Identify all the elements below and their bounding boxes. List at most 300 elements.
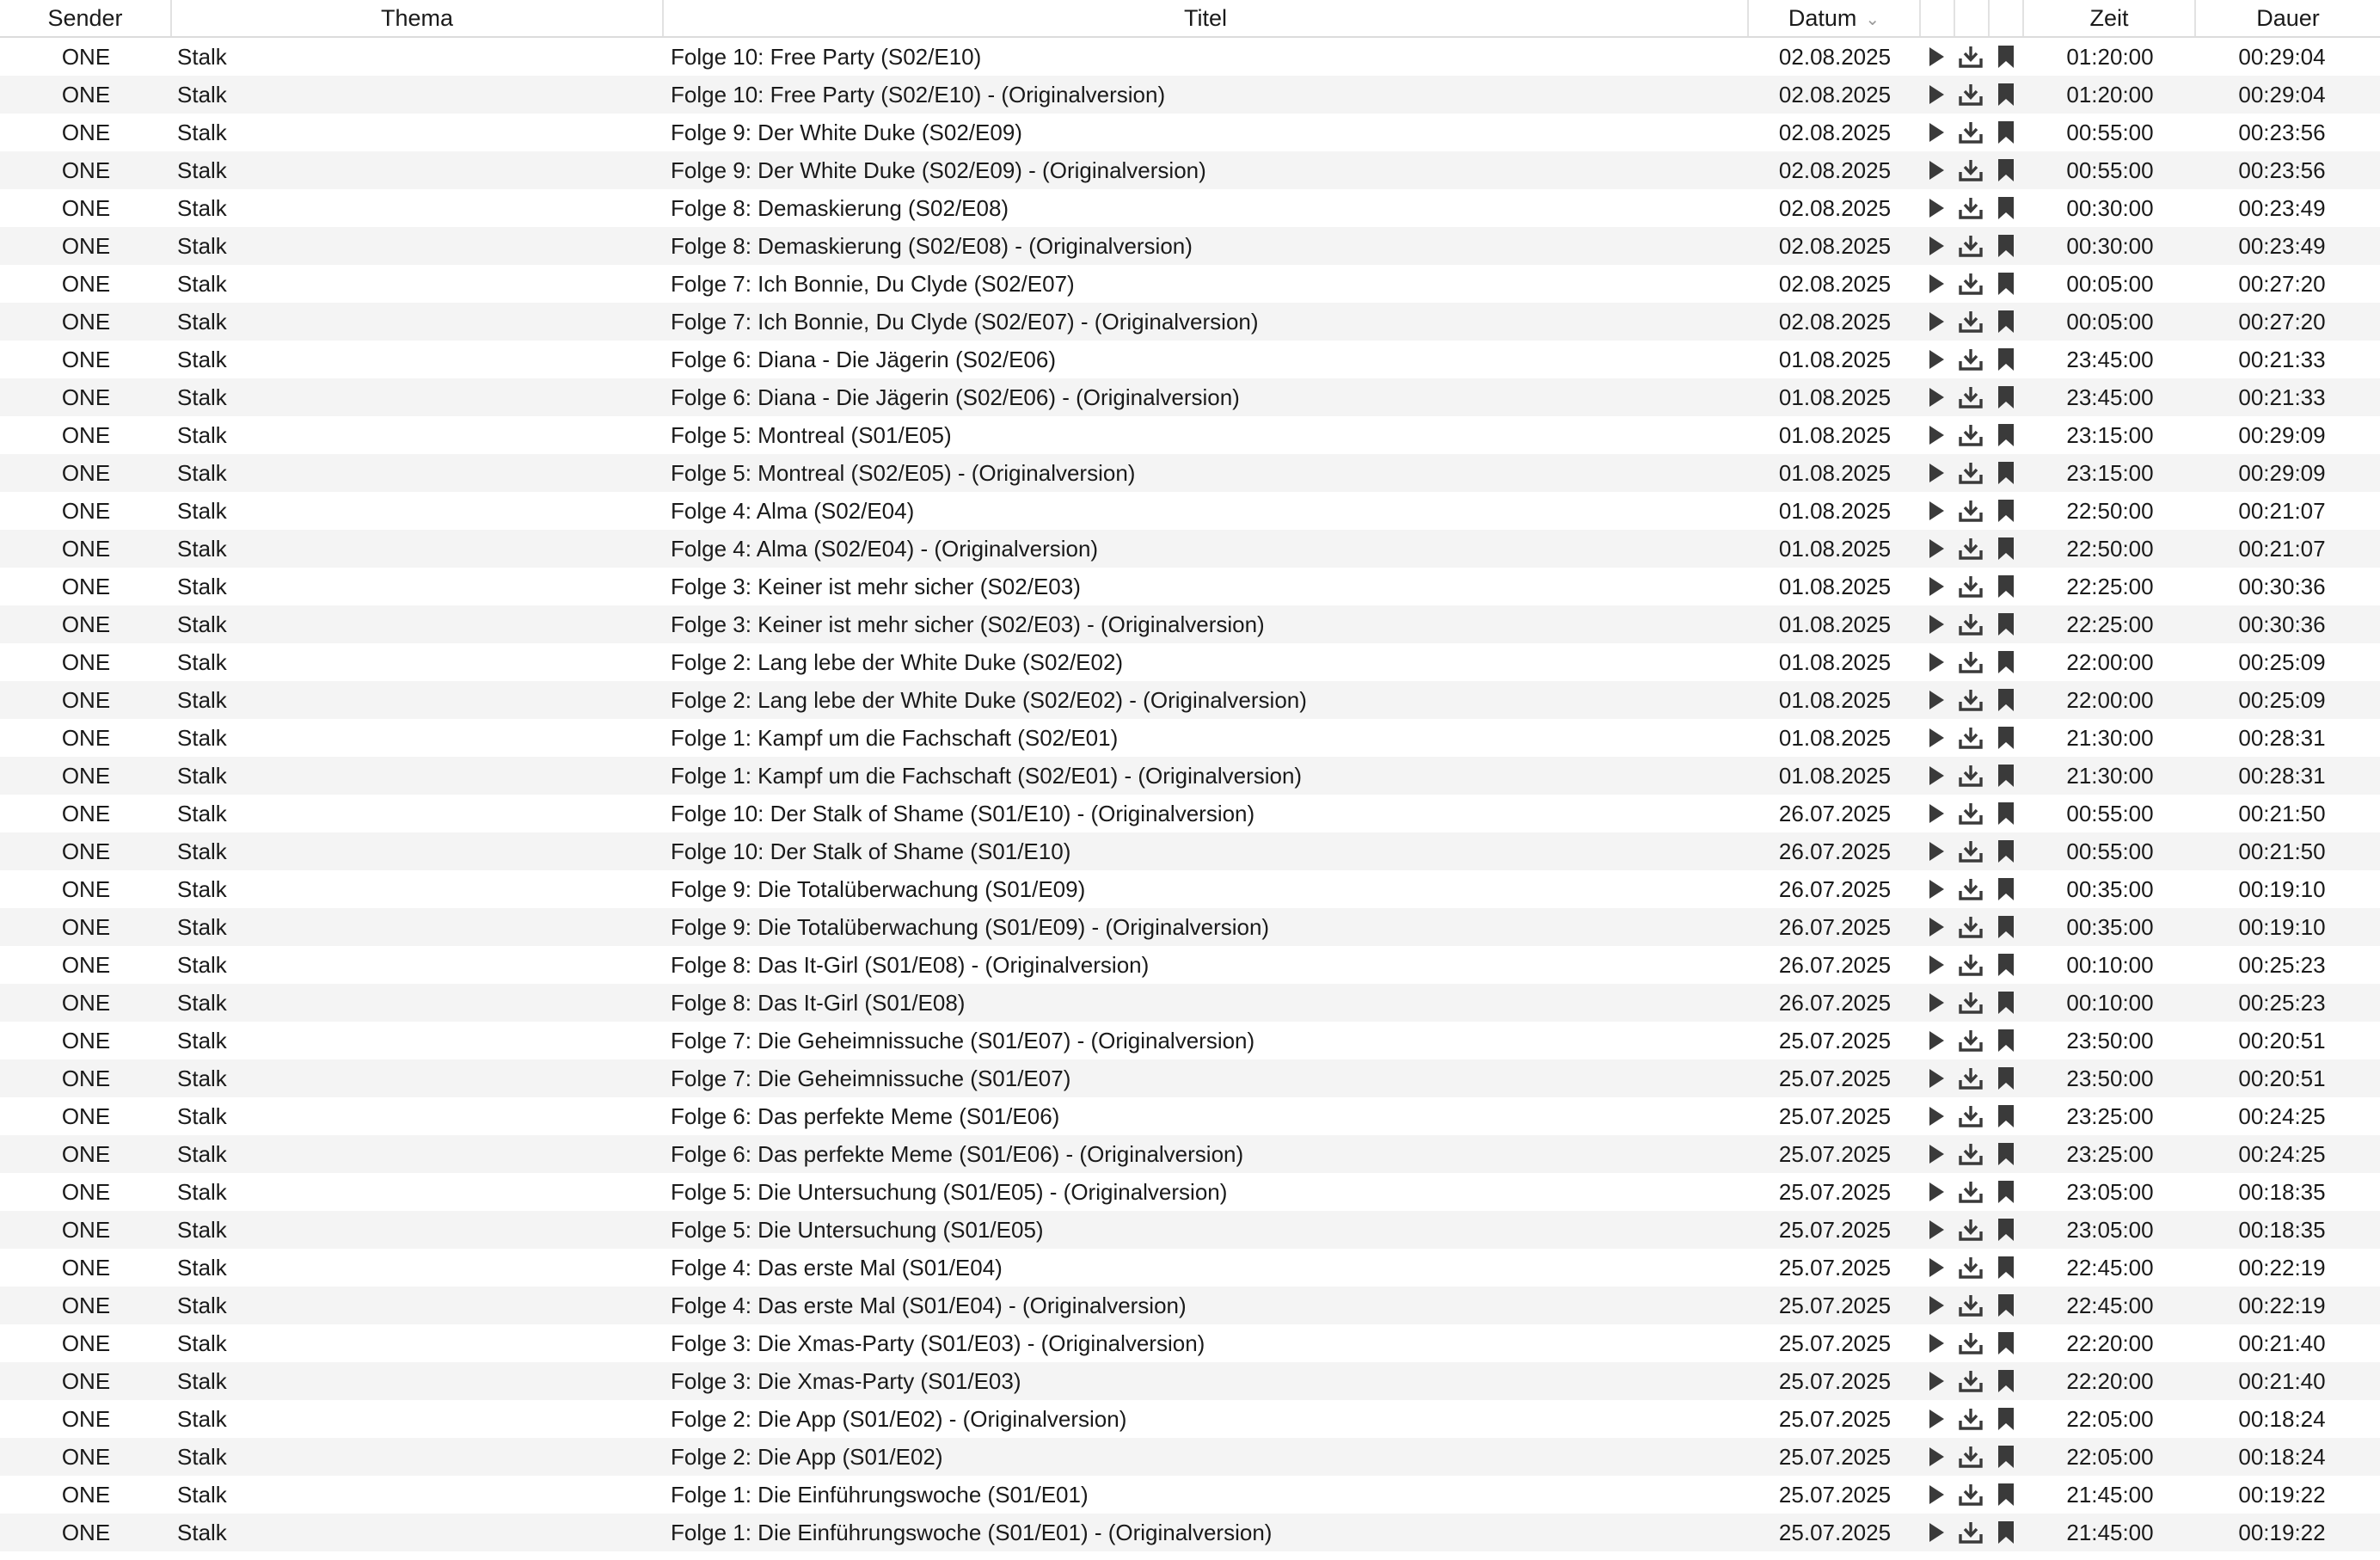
bookmark-icon[interactable]: [1993, 536, 2019, 562]
play-icon[interactable]: [1923, 120, 1948, 145]
bookmark-icon[interactable]: [1993, 1293, 2019, 1318]
table-row[interactable]: [0, 265, 2380, 303]
column-header-thema[interactable]: [172, 0, 664, 36]
cell-titel: Folge 1: Kampf um die Fachschaft (S02/E01) - (Originalversion): [671, 763, 1303, 789]
table-row[interactable]: [0, 303, 2380, 341]
bookmark-icon[interactable]: [1993, 271, 2019, 297]
cell-sender: ONE: [61, 574, 111, 599]
column-header-play[interactable]: [1921, 0, 1955, 36]
bookmark-icon[interactable]: [1993, 1368, 2019, 1394]
cell-thema: Stalk: [177, 1179, 227, 1205]
cell-zeit: 00:30:00: [2066, 195, 2154, 221]
table-row[interactable]: [0, 1249, 2380, 1287]
cell-dauer: 00:21:07: [2238, 498, 2326, 524]
download-icon[interactable]: [1958, 347, 1984, 372]
play-icon[interactable]: [1923, 876, 1948, 902]
table-row[interactable]: [0, 1097, 2380, 1135]
table-row[interactable]: [0, 568, 2380, 605]
cell-titel: Folge 2: Lang lebe der White Duke (S02/E02): [671, 649, 1124, 675]
column-header-bookmark[interactable]: [1990, 0, 2024, 36]
table-header: [0, 0, 2380, 38]
bookmark-icon[interactable]: [1993, 460, 2019, 486]
cell-datum: 01.08.2025: [1778, 460, 1892, 486]
column-header-download[interactable]: [1955, 0, 1990, 36]
table-row[interactable]: [0, 681, 2380, 719]
cell-zeit: 22:05:00: [2066, 1444, 2154, 1470]
play-icon[interactable]: [1923, 195, 1948, 221]
table-row[interactable]: [0, 908, 2380, 946]
table-row[interactable]: [0, 1059, 2380, 1097]
cell-thema: Stalk: [177, 1368, 227, 1394]
cell-zeit: 23:25:00: [2066, 1103, 2154, 1129]
play-icon[interactable]: [1923, 1103, 1948, 1129]
play-icon[interactable]: [1923, 574, 1948, 599]
column-header-dauer[interactable]: [2196, 0, 2380, 36]
cell-thema: Stalk: [177, 990, 227, 1016]
cell-titel: Folge 9: Die Totalüberwachung (S01/E09) - (Originalversion): [671, 914, 1270, 940]
table-row[interactable]: [0, 832, 2380, 870]
table-row[interactable]: [0, 76, 2380, 114]
cell-sender: ONE: [61, 1368, 111, 1394]
cell-thema: Stalk: [177, 1028, 227, 1053]
cell-thema: Stalk: [177, 1330, 227, 1356]
cell-datum: 25.07.2025: [1778, 1293, 1892, 1318]
cell-titel: Folge 4: Alma (S02/E04): [671, 498, 915, 524]
download-icon[interactable]: [1958, 1368, 1984, 1394]
bookmark-icon[interactable]: [1993, 801, 2019, 826]
cell-titel: Folge 5: Die Untersuchung (S01/E05) - (Originalversion): [671, 1179, 1228, 1205]
play-icon[interactable]: [1923, 309, 1948, 335]
play-icon[interactable]: [1923, 1520, 1948, 1545]
download-icon[interactable]: [1958, 763, 1984, 789]
table-row[interactable]: [0, 1135, 2380, 1173]
cell-sender: ONE: [61, 195, 111, 221]
play-icon[interactable]: [1923, 1293, 1948, 1318]
play-icon[interactable]: [1923, 611, 1948, 637]
download-icon[interactable]: [1958, 838, 1984, 864]
cell-dauer: 00:28:31: [2238, 725, 2326, 751]
cell-datum: 26.07.2025: [1778, 801, 1892, 826]
cell-datum: 02.08.2025: [1778, 309, 1892, 335]
cell-datum: 01.08.2025: [1778, 422, 1892, 448]
cell-zeit: 00:55:00: [2066, 801, 2154, 826]
cell-sender: ONE: [61, 725, 111, 751]
cell-zeit: 22:45:00: [2066, 1293, 2154, 1318]
table-row[interactable]: [0, 530, 2380, 568]
cell-thema: Stalk: [177, 1520, 227, 1545]
play-icon[interactable]: [1923, 347, 1948, 372]
table-row[interactable]: [0, 151, 2380, 189]
cell-titel: Folge 8: Das It-Girl (S01/E08) - (Originalversion): [671, 952, 1150, 978]
play-icon[interactable]: [1923, 1066, 1948, 1091]
bookmark-icon[interactable]: [1993, 1179, 2019, 1205]
table-row[interactable]: [0, 757, 2380, 795]
cell-datum: 02.08.2025: [1778, 271, 1892, 297]
bookmark-icon[interactable]: [1993, 1103, 2019, 1129]
bookmark-icon[interactable]: [1993, 195, 2019, 221]
download-icon[interactable]: [1958, 1217, 1984, 1243]
cell-dauer: 00:27:20: [2238, 271, 2326, 297]
cell-titel: Folge 10: Free Party (S02/E10): [671, 44, 982, 70]
download-icon[interactable]: [1958, 309, 1984, 335]
cell-datum: 26.07.2025: [1778, 876, 1892, 902]
cell-dauer: 00:24:25: [2238, 1103, 2326, 1129]
play-icon[interactable]: [1923, 1141, 1948, 1167]
download-icon[interactable]: [1958, 649, 1984, 675]
bookmark-icon[interactable]: [1993, 384, 2019, 410]
table-body: [0, 38, 2380, 1551]
table-row[interactable]: [0, 984, 2380, 1022]
cell-thema: Stalk: [177, 1293, 227, 1318]
bookmark-icon[interactable]: [1993, 1482, 2019, 1508]
cell-datum: 01.08.2025: [1778, 611, 1892, 637]
bookmark-icon[interactable]: [1993, 1217, 2019, 1243]
cell-titel: Folge 9: Die Totalüberwachung (S01/E09): [671, 876, 1086, 902]
cell-thema: Stalk: [177, 725, 227, 751]
cell-sender: ONE: [61, 309, 111, 335]
cell-datum: 01.08.2025: [1778, 687, 1892, 713]
play-icon[interactable]: [1923, 536, 1948, 562]
table-row[interactable]: [0, 870, 2380, 908]
download-icon[interactable]: [1958, 1028, 1984, 1053]
download-icon[interactable]: [1958, 1179, 1984, 1205]
column-header-thema-label: Thema: [380, 5, 454, 31]
table-row[interactable]: [0, 189, 2380, 227]
bookmark-icon[interactable]: [1993, 233, 2019, 259]
cell-datum: 02.08.2025: [1778, 195, 1892, 221]
play-icon[interactable]: [1923, 1482, 1948, 1508]
cell-datum: 01.08.2025: [1778, 384, 1892, 410]
cell-dauer: 00:21:33: [2238, 347, 2326, 372]
cell-datum: 25.07.2025: [1778, 1066, 1892, 1091]
play-icon[interactable]: [1923, 157, 1948, 183]
download-icon[interactable]: [1958, 460, 1984, 486]
column-header-titel[interactable]: [664, 0, 1749, 36]
cell-thema: Stalk: [177, 44, 227, 70]
play-icon[interactable]: [1923, 1028, 1948, 1053]
play-icon[interactable]: [1923, 990, 1948, 1016]
table-row[interactable]: [0, 795, 2380, 832]
cell-datum: 01.08.2025: [1778, 725, 1892, 751]
cell-datum: 01.08.2025: [1778, 763, 1892, 789]
table-row[interactable]: [0, 1324, 2380, 1362]
cell-zeit: 22:20:00: [2066, 1330, 2154, 1356]
cell-dauer: 00:30:36: [2238, 574, 2326, 599]
cell-datum: 26.07.2025: [1778, 838, 1892, 864]
cell-dauer: 00:21:50: [2238, 801, 2326, 826]
cell-sender: ONE: [61, 1141, 111, 1167]
cell-datum: 25.07.2025: [1778, 1406, 1892, 1432]
table-row[interactable]: [0, 719, 2380, 757]
download-icon[interactable]: [1958, 876, 1984, 902]
table-row[interactable]: [0, 1173, 2380, 1211]
cell-thema: Stalk: [177, 687, 227, 713]
cell-thema: Stalk: [177, 1406, 227, 1432]
cell-thema: Stalk: [177, 120, 227, 145]
column-header-zeit[interactable]: [2024, 0, 2196, 36]
cell-dauer: 00:23:56: [2238, 157, 2326, 183]
download-icon[interactable]: [1958, 498, 1984, 524]
play-icon[interactable]: [1923, 1368, 1948, 1394]
table-row[interactable]: [0, 1438, 2380, 1476]
table-row[interactable]: [0, 1287, 2380, 1324]
bookmark-icon[interactable]: [1993, 1141, 2019, 1167]
table-row[interactable]: [0, 1400, 2380, 1438]
play-icon[interactable]: [1923, 498, 1948, 524]
cell-datum: 02.08.2025: [1778, 44, 1892, 70]
download-icon[interactable]: [1958, 990, 1984, 1016]
table-row[interactable]: [0, 454, 2380, 492]
bookmark-icon[interactable]: [1993, 498, 2019, 524]
play-icon[interactable]: [1923, 1444, 1948, 1470]
cell-dauer: 00:19:22: [2238, 1482, 2326, 1508]
cell-datum: 26.07.2025: [1778, 952, 1892, 978]
cell-dauer: 00:18:24: [2238, 1444, 2326, 1470]
bookmark-icon[interactable]: [1993, 611, 2019, 637]
cell-dauer: 00:25:23: [2238, 990, 2326, 1016]
bookmark-icon[interactable]: [1993, 1028, 2019, 1053]
play-icon[interactable]: [1923, 763, 1948, 789]
cell-sender: ONE: [61, 763, 111, 789]
bookmark-icon[interactable]: [1993, 44, 2019, 70]
play-icon[interactable]: [1923, 422, 1948, 448]
bookmark-icon[interactable]: [1993, 876, 2019, 902]
table-row[interactable]: [0, 114, 2380, 151]
cell-datum: 25.07.2025: [1778, 1444, 1892, 1470]
cell-datum: 01.08.2025: [1778, 536, 1892, 562]
cell-zeit: 00:10:00: [2066, 952, 2154, 978]
cell-sender: ONE: [61, 611, 111, 637]
bookmark-icon[interactable]: [1993, 649, 2019, 675]
download-icon[interactable]: [1958, 271, 1984, 297]
column-header-dauer-label: Dauer: [2256, 5, 2320, 31]
cell-thema: Stalk: [177, 384, 227, 410]
download-icon[interactable]: [1958, 1293, 1984, 1318]
cell-zeit: 22:50:00: [2066, 498, 2154, 524]
table-row[interactable]: [0, 605, 2380, 643]
cell-zeit: 22:00:00: [2066, 687, 2154, 713]
download-icon[interactable]: [1958, 82, 1984, 107]
cell-zeit: 00:35:00: [2066, 876, 2154, 902]
cell-dauer: 00:19:10: [2238, 876, 2326, 902]
download-icon[interactable]: [1958, 1255, 1984, 1281]
download-icon[interactable]: [1958, 611, 1984, 637]
cell-datum: 01.08.2025: [1778, 649, 1892, 675]
cell-sender: ONE: [61, 1330, 111, 1356]
download-icon[interactable]: [1958, 1066, 1984, 1091]
play-icon[interactable]: [1923, 838, 1948, 864]
bookmark-icon[interactable]: [1993, 914, 2019, 940]
bookmark-icon[interactable]: [1993, 1255, 2019, 1281]
cell-titel: Folge 4: Das erste Mal (S01/E04) - (Originalversion): [671, 1293, 1187, 1318]
column-header-zeit-label: Zeit: [2089, 5, 2129, 31]
bookmark-icon[interactable]: [1993, 574, 2019, 599]
download-icon[interactable]: [1958, 1103, 1984, 1129]
cell-sender: ONE: [61, 1217, 111, 1243]
cell-dauer: 00:20:51: [2238, 1028, 2326, 1053]
cell-thema: Stalk: [177, 1103, 227, 1129]
cell-thema: Stalk: [177, 460, 227, 486]
download-icon[interactable]: [1958, 952, 1984, 978]
cell-sender: ONE: [61, 536, 111, 562]
column-header-datum[interactable]: [1749, 0, 1921, 36]
download-icon[interactable]: [1958, 914, 1984, 940]
download-icon[interactable]: [1958, 1482, 1984, 1508]
bookmark-icon[interactable]: [1993, 763, 2019, 789]
cell-thema: Stalk: [177, 195, 227, 221]
cell-dauer: 00:25:23: [2238, 952, 2326, 978]
table-row[interactable]: [0, 643, 2380, 681]
play-icon[interactable]: [1923, 44, 1948, 70]
play-icon[interactable]: [1923, 801, 1948, 826]
cell-sender: ONE: [61, 1406, 111, 1432]
bookmark-icon[interactable]: [1993, 1520, 2019, 1545]
table-row[interactable]: [0, 227, 2380, 265]
cell-titel: Folge 2: Die App (S01/E02): [671, 1444, 943, 1470]
table-row[interactable]: [0, 1022, 2380, 1059]
cell-thema: Stalk: [177, 952, 227, 978]
download-icon[interactable]: [1958, 120, 1984, 145]
cell-sender: ONE: [61, 1293, 111, 1318]
table-row[interactable]: [0, 38, 2380, 76]
download-icon[interactable]: [1958, 157, 1984, 183]
download-icon[interactable]: [1958, 574, 1984, 599]
download-icon[interactable]: [1958, 195, 1984, 221]
table-row[interactable]: [0, 1476, 2380, 1514]
cell-titel: Folge 5: Montreal (S01/E05): [671, 422, 952, 448]
bookmark-icon[interactable]: [1993, 120, 2019, 145]
download-icon[interactable]: [1958, 687, 1984, 713]
play-icon[interactable]: [1923, 1217, 1948, 1243]
cell-dauer: 00:25:09: [2238, 649, 2326, 675]
cell-dauer: 00:18:24: [2238, 1406, 2326, 1432]
play-icon[interactable]: [1923, 1255, 1948, 1281]
cell-sender: ONE: [61, 1255, 111, 1281]
table-row[interactable]: [0, 1211, 2380, 1249]
cell-titel: Folge 7: Die Geheimnissuche (S01/E07) - (Originalversion): [671, 1028, 1255, 1053]
bookmark-icon[interactable]: [1993, 1330, 2019, 1356]
cell-datum: 02.08.2025: [1778, 157, 1892, 183]
download-icon[interactable]: [1958, 536, 1984, 562]
table-row[interactable]: [0, 341, 2380, 378]
cell-thema: Stalk: [177, 914, 227, 940]
cell-sender: ONE: [61, 1444, 111, 1470]
play-icon[interactable]: [1923, 82, 1948, 107]
play-icon[interactable]: [1923, 1406, 1948, 1432]
cell-datum: 26.07.2025: [1778, 914, 1892, 940]
table-row[interactable]: [0, 1362, 2380, 1400]
bookmark-icon[interactable]: [1993, 309, 2019, 335]
play-icon[interactable]: [1923, 725, 1948, 751]
cell-thema: Stalk: [177, 1141, 227, 1167]
bookmark-icon[interactable]: [1993, 838, 2019, 864]
cell-zeit: 00:55:00: [2066, 157, 2154, 183]
cell-sender: ONE: [61, 1179, 111, 1205]
bookmark-icon[interactable]: [1993, 952, 2019, 978]
cell-thema: Stalk: [177, 763, 227, 789]
play-icon[interactable]: [1923, 914, 1948, 940]
bookmark-icon[interactable]: [1993, 1444, 2019, 1470]
bookmark-icon[interactable]: [1993, 687, 2019, 713]
play-icon[interactable]: [1923, 1330, 1948, 1356]
cell-sender: ONE: [61, 687, 111, 713]
download-icon[interactable]: [1958, 1141, 1984, 1167]
cell-datum: 01.08.2025: [1778, 347, 1892, 372]
cell-zeit: 22:50:00: [2066, 536, 2154, 562]
table-row[interactable]: [0, 378, 2380, 416]
cell-titel: Folge 1: Die Einführungswoche (S01/E01) - (Originalversion): [671, 1520, 1273, 1545]
cell-zeit: 21:45:00: [2066, 1482, 2154, 1508]
cell-thema: Stalk: [177, 157, 227, 183]
cell-dauer: 00:23:49: [2238, 233, 2326, 259]
table-row[interactable]: [0, 416, 2380, 454]
cell-titel: Folge 7: Ich Bonnie, Du Clyde (S02/E07): [671, 271, 1075, 297]
download-icon[interactable]: [1958, 1406, 1984, 1432]
cell-dauer: 00:21:50: [2238, 838, 2326, 864]
download-icon[interactable]: [1958, 1330, 1984, 1356]
download-icon[interactable]: [1958, 801, 1984, 826]
cell-zeit: 23:45:00: [2066, 384, 2154, 410]
bookmark-icon[interactable]: [1993, 1406, 2019, 1432]
column-header-sender-label: Sender: [47, 5, 123, 31]
play-icon[interactable]: [1923, 233, 1948, 259]
cell-zeit: 23:05:00: [2066, 1179, 2154, 1205]
download-icon[interactable]: [1958, 384, 1984, 410]
play-icon[interactable]: [1923, 649, 1948, 675]
cell-dauer: 00:21:40: [2238, 1368, 2326, 1394]
cell-datum: 25.07.2025: [1778, 1103, 1892, 1129]
column-header-sender[interactable]: [0, 0, 172, 36]
play-icon[interactable]: [1923, 460, 1948, 486]
cell-titel: Folge 6: Diana - Die Jägerin (S02/E06) - (Originalversion): [671, 384, 1240, 410]
cell-thema: Stalk: [177, 1217, 227, 1243]
bookmark-icon[interactable]: [1993, 422, 2019, 448]
cell-dauer: 00:29:04: [2238, 44, 2326, 70]
bookmark-icon[interactable]: [1993, 157, 2019, 183]
cell-zeit: 23:50:00: [2066, 1066, 2154, 1091]
cell-zeit: 01:20:00: [2066, 44, 2154, 70]
download-icon[interactable]: [1958, 44, 1984, 70]
cell-dauer: 00:29:09: [2238, 460, 2326, 486]
bookmark-icon[interactable]: [1993, 725, 2019, 751]
cell-sender: ONE: [61, 120, 111, 145]
table-row[interactable]: [0, 492, 2380, 530]
column-header-titel-label: Titel: [1183, 5, 1227, 31]
table-row[interactable]: [0, 1514, 2380, 1551]
download-icon[interactable]: [1958, 725, 1984, 751]
bookmark-icon[interactable]: [1993, 82, 2019, 107]
bookmark-icon[interactable]: [1993, 1066, 2019, 1091]
cell-dauer: 00:27:20: [2238, 309, 2326, 335]
play-icon[interactable]: [1923, 271, 1948, 297]
cell-titel: Folge 8: Demaskierung (S02/E08) - (Originalversion): [671, 233, 1193, 259]
sort-descending-icon: ⌄: [1865, 9, 1880, 29]
play-icon[interactable]: [1923, 952, 1948, 978]
cell-dauer: 00:29:04: [2238, 82, 2326, 107]
cell-dauer: 00:28:31: [2238, 763, 2326, 789]
download-icon[interactable]: [1958, 422, 1984, 448]
bookmark-icon[interactable]: [1993, 347, 2019, 372]
download-icon[interactable]: [1958, 233, 1984, 259]
play-icon[interactable]: [1923, 1179, 1948, 1205]
download-icon[interactable]: [1958, 1444, 1984, 1470]
cell-titel: Folge 3: Die Xmas-Party (S01/E03) - (Originalversion): [671, 1330, 1205, 1356]
table-row[interactable]: [0, 946, 2380, 984]
play-icon[interactable]: [1923, 384, 1948, 410]
play-icon[interactable]: [1923, 687, 1948, 713]
download-icon[interactable]: [1958, 1520, 1984, 1545]
bookmark-icon[interactable]: [1993, 990, 2019, 1016]
